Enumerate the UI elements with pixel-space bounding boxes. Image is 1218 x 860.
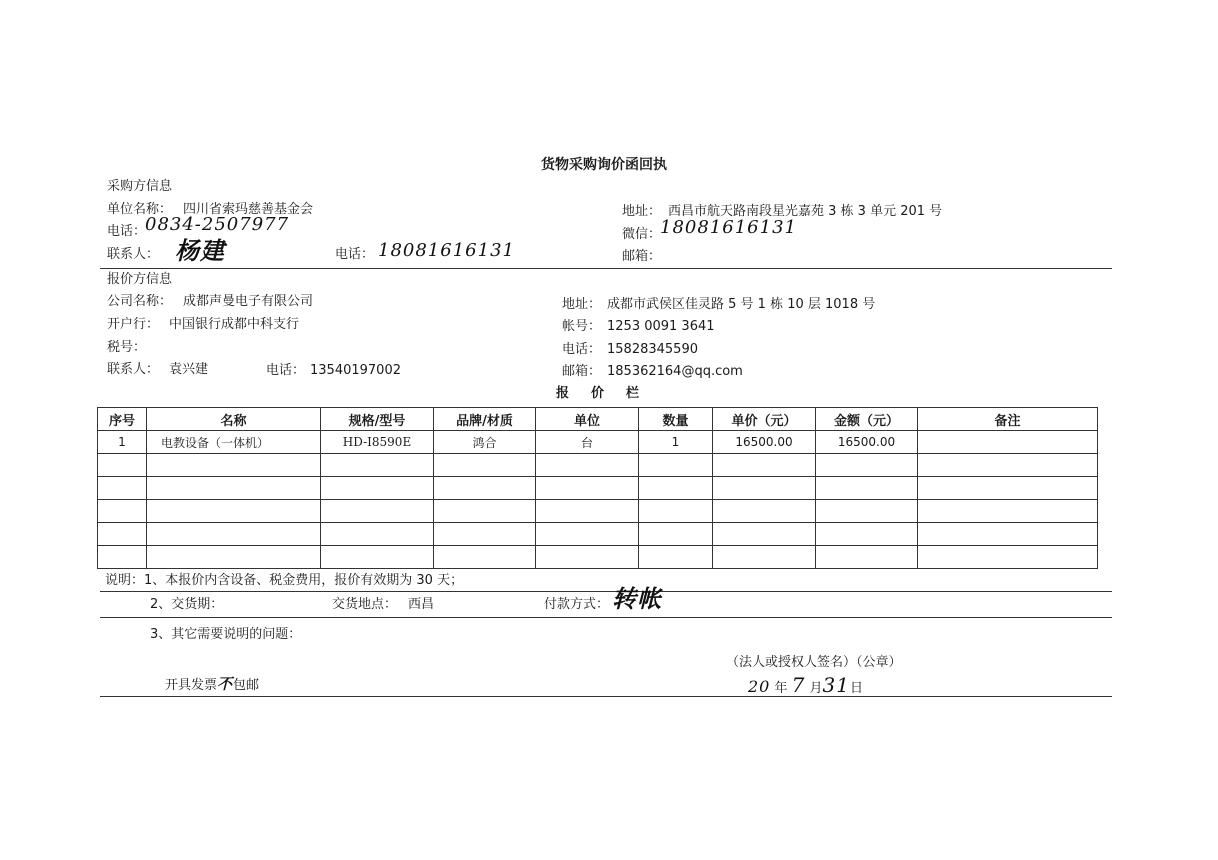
table-row — [98, 500, 1098, 523]
table-row — [98, 523, 1098, 546]
col-header-index: 序号 — [98, 408, 147, 431]
buyer-phone-value: 0834-2507977 — [145, 214, 290, 235]
date-year-unit: 年 — [774, 681, 788, 696]
cell-empty — [536, 546, 639, 569]
col-header-name: 名称 — [147, 408, 321, 431]
date-day: 31 — [822, 673, 850, 697]
cell-unit: 台 — [536, 431, 639, 454]
supplier-contact-phone-label: 电话： — [266, 363, 306, 378]
quote-table — [97, 407, 1098, 569]
table-row — [98, 477, 1098, 500]
note-delivery-place-value: 西昌 — [408, 597, 435, 612]
cell-empty — [713, 454, 816, 477]
note-payment-label: 付款方式： — [544, 597, 610, 612]
signature-label: （法人或授权人签名）（公章） — [726, 655, 902, 670]
supplier-contact-value: 袁兴建 — [169, 362, 209, 377]
cell-empty — [816, 454, 918, 477]
note-payment-value: 转帐 — [612, 584, 662, 613]
cell-empty — [536, 523, 639, 546]
buyer-phone-label: 电话： — [107, 224, 147, 239]
cell-empty — [147, 454, 321, 477]
cell-remarks — [918, 431, 1098, 454]
cell-empty — [98, 500, 147, 523]
invoice-after: 包邮 — [233, 678, 260, 693]
supplier-phone-label: 电话： — [562, 342, 602, 357]
cell-empty — [816, 546, 918, 569]
cell-empty — [321, 523, 434, 546]
cell-empty — [639, 500, 713, 523]
cell-empty — [147, 523, 321, 546]
col-header-brand: 品牌/材质 — [434, 408, 536, 431]
cell-index: 1 — [98, 431, 147, 454]
invoice-note — [165, 676, 259, 694]
divider-buyer — [100, 268, 1112, 269]
cell-empty — [536, 500, 639, 523]
cell-empty — [98, 477, 147, 500]
note-delivery-label: 2、交货期： — [150, 597, 224, 612]
cell-empty — [816, 500, 918, 523]
cell-empty — [639, 454, 713, 477]
table-row — [98, 454, 1098, 477]
supplier-address-value: 成都市武侯区佳灵路 5 号 1 栋 10 层 1018 号 — [607, 297, 876, 312]
cell-empty — [98, 546, 147, 569]
cell-empty — [434, 454, 536, 477]
note-delivery-place-label: 交货地点： — [332, 597, 398, 612]
supplier-account-value: 1253 0091 3641 — [607, 319, 715, 334]
cell-quantity: 1 — [639, 431, 713, 454]
cell-empty — [98, 523, 147, 546]
divider-bottom — [100, 696, 1112, 697]
cell-empty — [918, 523, 1098, 546]
buyer-contact-value: 杨建 — [175, 236, 225, 265]
cell-empty — [434, 477, 536, 500]
supplier-contact-label: 联系人： — [107, 362, 160, 377]
cell-empty — [639, 546, 713, 569]
note-validity: 说明：1、本报价内含设备、税金费用，报价有效期为 30 天； — [105, 573, 464, 588]
cell-empty — [536, 454, 639, 477]
cell-unit-price: 16500.00 — [713, 431, 816, 454]
supplier-phone-value: 15828345590 — [607, 342, 698, 357]
supplier-contact-phone-value: 13540197002 — [310, 363, 401, 378]
cell-empty — [639, 477, 713, 500]
buyer-wechat-label: 微信： — [622, 227, 662, 242]
buyer-contact-phone-label: 电话： — [335, 247, 375, 262]
supplier-section-label: 报价方信息 — [107, 272, 173, 287]
cell-empty — [639, 523, 713, 546]
divider-note2 — [100, 617, 1112, 618]
cell-empty — [321, 454, 434, 477]
cell-empty — [918, 500, 1098, 523]
buyer-address-value: 西昌市航天路南段星光嘉苑 3 栋 3 单元 201 号 — [668, 204, 943, 219]
col-header-quantity: 数量 — [639, 408, 713, 431]
cell-empty — [816, 523, 918, 546]
cell-empty — [713, 500, 816, 523]
supplier-company-value: 成都声曼电子有限公司 — [183, 294, 314, 309]
cell-empty — [147, 477, 321, 500]
date-month-unit: 月 — [809, 681, 823, 696]
buyer-section-label: 采购方信息 — [107, 179, 173, 194]
quote-heading: 报价栏 — [556, 386, 662, 401]
supplier-email-value: 185362164@qq.com — [607, 364, 743, 379]
cell-empty — [713, 477, 816, 500]
buyer-address-label: 地址： — [622, 204, 662, 219]
cell-empty — [321, 546, 434, 569]
cell-brand: 鸿合 — [434, 431, 536, 454]
cell-empty — [713, 546, 816, 569]
note-other: 3、其它需要说明的问题： — [150, 627, 302, 642]
cell-empty — [434, 546, 536, 569]
supplier-bank-value: 中国银行成都中科支行 — [169, 317, 300, 332]
supplier-company-label: 公司名称： — [107, 294, 173, 309]
document-title: 货物采购询价函回执 — [541, 157, 667, 173]
table-row — [98, 431, 1098, 454]
col-header-remarks: 备注 — [918, 408, 1098, 431]
cell-empty — [98, 454, 147, 477]
cell-empty — [321, 500, 434, 523]
supplier-account-label: 帐号： — [562, 319, 602, 334]
col-header-model: 规格/型号 — [321, 408, 434, 431]
buyer-contact-label: 联系人： — [107, 247, 160, 262]
col-header-amount: 金额（元） — [816, 408, 918, 431]
supplier-address-label: 地址： — [562, 297, 602, 312]
table-row — [98, 546, 1098, 569]
buyer-email-label: 邮箱： — [622, 249, 662, 264]
date-month: 7 — [791, 673, 806, 697]
quote-header-row — [98, 408, 1098, 431]
cell-empty — [321, 477, 434, 500]
buyer-wechat-value: 18081616131 — [660, 217, 797, 238]
supplier-bank-label: 开户行： — [107, 317, 160, 332]
divider-note1 — [100, 591, 1112, 592]
cell-empty — [536, 477, 639, 500]
invoice-text: 开具发票 — [165, 678, 218, 693]
signature-date — [748, 673, 864, 697]
cell-empty — [713, 523, 816, 546]
cell-name: 电教设备（一体机） — [147, 431, 321, 454]
col-header-unit-price: 单价（元） — [713, 408, 816, 431]
cell-empty — [918, 454, 1098, 477]
date-year: 20 — [748, 677, 771, 696]
cell-empty — [147, 546, 321, 569]
buyer-contact-phone-value: 18081616131 — [378, 240, 515, 261]
supplier-email-label: 邮箱： — [562, 364, 602, 379]
cell-empty — [434, 523, 536, 546]
cell-empty — [147, 500, 321, 523]
cell-empty — [918, 546, 1098, 569]
supplier-tax-label: 税号： — [107, 340, 147, 355]
invoice-handwritten: 不 — [217, 675, 234, 693]
cell-empty — [434, 500, 536, 523]
date-day-unit: 日 — [850, 681, 864, 696]
cell-model: HD-I8590E — [321, 431, 434, 454]
cell-empty — [918, 477, 1098, 500]
buyer-unit-label: 单位名称： — [107, 202, 173, 217]
col-header-unit: 单位 — [536, 408, 639, 431]
cell-amount: 16500.00 — [816, 431, 918, 454]
cell-empty — [816, 477, 918, 500]
buyer-unit-value: 四川省索玛慈善基金会 — [183, 202, 314, 217]
